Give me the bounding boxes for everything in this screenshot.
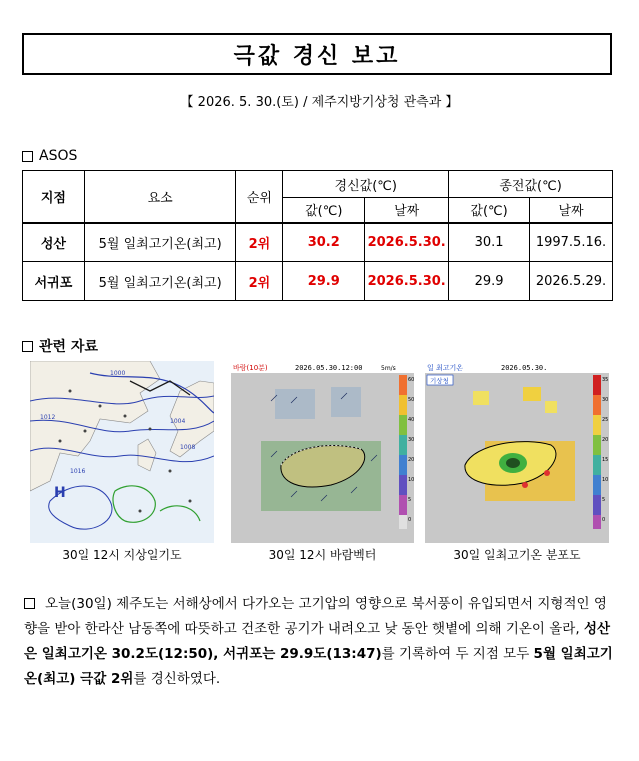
- svg-text:0: 0: [602, 517, 606, 523]
- table-row: [23, 223, 613, 262]
- surface-chart-image: [30, 361, 214, 543]
- svg-text:60: 60: [408, 377, 414, 383]
- svg-text:10: 10: [602, 477, 609, 483]
- figures-row: [0, 361, 639, 561]
- svg-text:15: 15: [602, 457, 609, 463]
- svg-text:1004: 1004: [170, 418, 186, 425]
- summary-text-2: 를 기록하여 두 지점 모두: [381, 646, 534, 662]
- title-box: [22, 33, 612, 75]
- checkbox-square-icon: [22, 341, 33, 352]
- svg-text:1008: 1008: [180, 444, 196, 451]
- svg-text:35: 35: [602, 377, 609, 383]
- surface-weather-chart: [30, 361, 214, 562]
- element-cell: 5월 일최고기온(최고): [84, 223, 236, 262]
- header-previous: 종전값(℃): [449, 171, 613, 198]
- header-rank: 순위: [236, 171, 283, 223]
- svg-text:1016: 1016: [70, 468, 86, 475]
- svg-text:2026.05.30.: 2026.05.30.: [501, 364, 548, 372]
- svg-text:10: 10: [408, 477, 414, 483]
- summary-bold-1: 성산은 일최고기온 30.2도(12:50), 서귀포는 29.9도(13:47): [24, 621, 611, 662]
- related-section-label: 관련 자료: [39, 339, 98, 355]
- svg-text:5: 5: [602, 497, 606, 503]
- high-pressure-label: H: [54, 485, 66, 501]
- new-date-cell: 2026.5.30.: [365, 262, 449, 301]
- table-row: [23, 262, 613, 301]
- new-value-cell: 30.2: [283, 223, 365, 262]
- svg-text:20: 20: [408, 457, 414, 463]
- svg-text:5: 5: [408, 497, 412, 503]
- svg-text:기상청: 기상청: [430, 377, 449, 385]
- new-value-cell: 29.9: [283, 262, 365, 301]
- header-element: 요소: [84, 171, 236, 223]
- station-cell: 성산: [23, 223, 85, 262]
- wind-vector-map: [231, 361, 414, 562]
- svg-text:1000: 1000: [110, 370, 126, 377]
- summary-text-3: 를 경신하였다.: [133, 671, 221, 687]
- old-date-cell: 2026.5.29.: [530, 262, 613, 301]
- wind-map-svg: [231, 361, 414, 543]
- old-value-cell: 29.9: [449, 262, 530, 301]
- temperature-map-svg: [425, 361, 609, 543]
- svg-text:5m/s: 5m/s: [381, 365, 396, 372]
- page-title: 극값 경신 보고: [233, 43, 401, 69]
- record-table: [22, 170, 613, 301]
- svg-text:30: 30: [602, 397, 609, 403]
- svg-text:20: 20: [602, 437, 609, 443]
- new-date-cell: 2026.5.30.: [365, 223, 449, 262]
- header-old-value: 값(℃): [449, 198, 530, 223]
- old-value-cell: 30.1: [449, 223, 530, 262]
- max-temperature-map: [425, 361, 609, 562]
- rank-cell: 2위: [236, 223, 283, 262]
- figure-caption: 30일 일최고기온 분포도: [453, 548, 581, 562]
- svg-text:2026.05.30.12:00: 2026.05.30.12:00: [295, 364, 363, 372]
- checkbox-square-icon: [24, 598, 35, 609]
- surface-chart-svg: [30, 361, 214, 543]
- old-date-cell: 1997.5.16.: [530, 223, 613, 262]
- asos-section-label: ASOS: [39, 148, 78, 164]
- summary-paragraph: [24, 592, 616, 692]
- header-station: 지점: [23, 171, 85, 223]
- svg-text:40: 40: [408, 417, 414, 423]
- related-section-heading: [22, 336, 98, 356]
- summary-text-1: 오늘(30일) 제주도는 서해상에서 다가오는 고기압의 영향으로 북서풍이 유입되면서 지형적인 영향을 받아 한라산 남동쪽에 따뜻하고 건조한 공기가 내려오고 낮 동안 햇볕에 의해 기온이 올라,: [24, 596, 607, 637]
- figure-caption: 30일 12시 지상일기도: [62, 548, 182, 562]
- element-cell: 5월 일최고기온(최고): [84, 262, 236, 301]
- header-renewed: 경신값(℃): [283, 171, 449, 198]
- temperature-map-image: [425, 361, 609, 543]
- svg-text:바람(10분): 바람(10분): [233, 364, 268, 372]
- wind-map-image: [231, 361, 414, 543]
- svg-text:0: 0: [408, 517, 412, 523]
- svg-text:25: 25: [602, 417, 609, 423]
- svg-text:1012: 1012: [40, 414, 56, 421]
- svg-text:50: 50: [408, 397, 414, 403]
- date-line: 【 2026. 5. 30.(토) / 제주지방기상청 관측과 】: [180, 95, 459, 110]
- rank-cell: 2위: [236, 262, 283, 301]
- header-new-date: 날짜: [365, 198, 449, 223]
- header-new-value: 값(℃): [283, 198, 365, 223]
- figure-caption: 30일 12시 바람벡터: [268, 548, 377, 562]
- station-cell: 서귀포: [23, 262, 85, 301]
- header-old-date: 날짜: [530, 198, 613, 223]
- summary-bold-2: 5월 일최고기온(최고) 극값 2위: [24, 646, 613, 687]
- asos-section-heading: [22, 148, 77, 164]
- checkbox-square-icon: [22, 151, 33, 162]
- svg-text:30: 30: [408, 437, 414, 443]
- svg-text:일 최고기온: 일 최고기온: [427, 364, 464, 372]
